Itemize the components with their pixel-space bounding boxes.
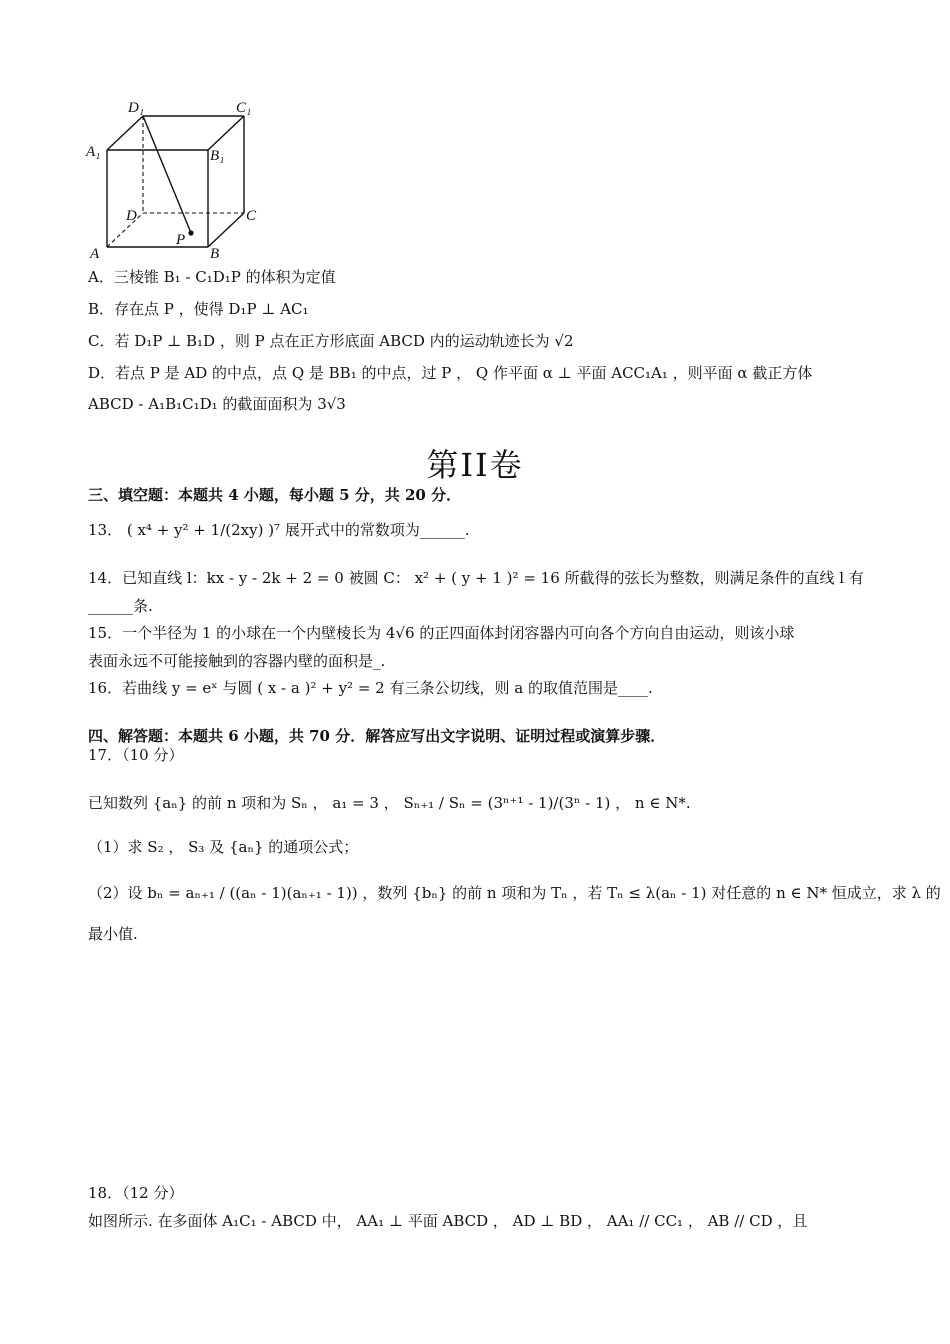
- question-17-heading: 17．（10 分）: [88, 746, 184, 764]
- question-18-line1: 如图所示. 在多面体 A₁C₁ - ABCD 中， AA₁ ⊥ 平面 ABCD ， AD ⊥ BD ， AA₁ // CC₁ ， AB // CD ，且: [88, 1212, 808, 1230]
- edge-b-c: [208, 213, 244, 247]
- label-a: A: [90, 246, 100, 262]
- label-c1: C₁: [236, 100, 252, 116]
- option-b: B．存在点 P ，使得 D₁P ⊥ AC₁: [88, 300, 309, 318]
- edge-d1-p: [143, 116, 191, 233]
- part3-heading: 三、填空题：本题共 4 小题，每小题 5 分，共 20 分．: [88, 486, 462, 504]
- label-d: D: [126, 208, 137, 224]
- option-d-line2: ABCD - A₁B₁C₁D₁ 的截面面积为 3√3: [88, 395, 346, 413]
- label-d1: D₁: [128, 100, 145, 116]
- question-14-line1: 14．已知直线 l：kx - y - 2k + 2 = 0 被圆 C： x² + ( y + 1 )² = 16 所截得的弦长为整数，则满足条件的直线 l 有: [88, 569, 864, 587]
- label-b1: B₁: [210, 148, 225, 164]
- question-13: 13． ( x⁴ + y² + 1/(2xy) )⁷ 展开式中的常数项为______.: [88, 521, 470, 539]
- question-17-sub2: （2）设 bₙ = aₙ₊₁ / ((aₙ - 1)(aₙ₊₁ - 1)) ，数列 {bₙ} 的前 n 项和为 Tₙ ，若 Tₙ ≤ λ(aₙ - 1) 对任意的 n ∈ N* 恒成立，求 λ 的: [88, 884, 941, 902]
- section-title: 第II卷: [426, 446, 524, 484]
- label-p: P: [176, 232, 186, 248]
- label-c: C: [246, 208, 257, 224]
- question-15-line2: 表面永远不可能接触到的容器内壁的面积是_.: [88, 652, 386, 670]
- option-d-line1: D．若点 P 是 AD 的中点，点 Q 是 BB₁ 的中点，过 P ， Q 作平面 α ⊥ 平面 ACC₁A₁ ，则平面 α 截正方体: [88, 364, 813, 382]
- edge-a-d-hidden: [107, 213, 143, 247]
- question-15-line1: 15．一个半径为 1 的小球在一个内壁棱长为 4√6 的正四面体封闭容器内可向各个方向自由运动，则该小球: [88, 624, 795, 642]
- option-c: C．若 D₁P ⊥ B₁D ，则 P 点在正方形底面 ABCD 内的运动轨迹长为 √2: [88, 332, 574, 350]
- edge-a1-d1: [107, 116, 143, 150]
- label-b: B: [210, 246, 220, 262]
- question-17-line1: 已知数列 {aₙ} 的前 n 项和为 Sₙ ， a₁ = 3 ， Sₙ₊₁ / Sₙ = (3ⁿ⁺¹ - 1)/(3ⁿ - 1) ， n ∈ N*.: [88, 794, 691, 812]
- part4-heading: 四、解答题：本题共 6 小题，共 70 分．解答应写出文字说明、证明过程或演算步骤．: [88, 727, 666, 745]
- option-a: A．三棱锥 B₁ - C₁D₁P 的体积为定值: [88, 268, 336, 286]
- question-17-sub2-end: 最小值.: [88, 925, 138, 943]
- question-16: 16．若曲线 y = eˣ 与圆 ( x - a )² + y² = 2 有三条公切线，则 a 的取值范围是____.: [88, 679, 653, 697]
- label-a1: A₁: [86, 144, 101, 160]
- cube-figure: [80, 92, 280, 267]
- edge-b1-c1: [208, 116, 244, 150]
- question-14-line2: ______条.: [88, 597, 153, 615]
- point-p: [188, 230, 193, 235]
- question-18-heading: 18．（12 分）: [88, 1184, 184, 1202]
- question-17-sub1: （1）求 S₂ ， S₃ 及 {aₙ} 的通项公式；: [88, 838, 359, 856]
